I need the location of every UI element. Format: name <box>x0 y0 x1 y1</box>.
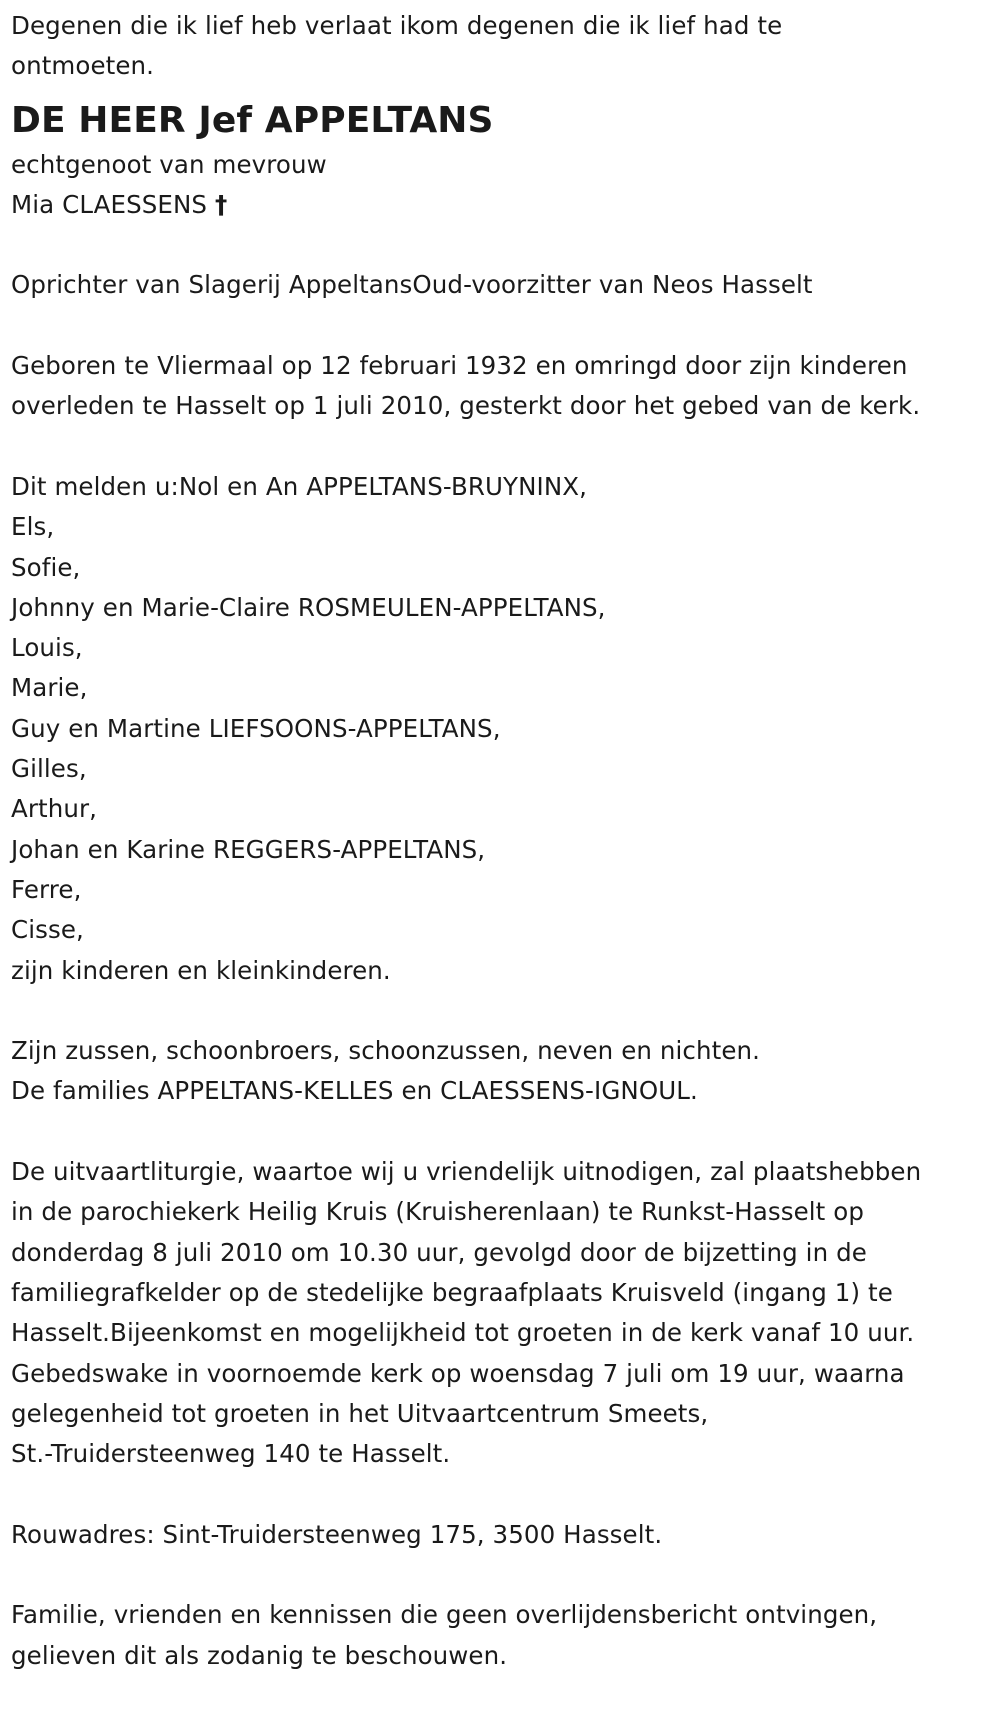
family-item: Els, <box>11 512 55 542</box>
funeral-line: donderdag 8 juli 2010 om 10.30 uur, gevolgd door de bijzetting in de <box>11 1237 867 1267</box>
motto-line: ontmoeten. <box>11 51 155 81</box>
relatives-line: Zijn zussen, schoonbroers, schoonzussen, neven en nichten. <box>11 1036 761 1066</box>
spacer <box>11 1474 1000 1514</box>
family-item: zijn kinderen en kleinkinderen. <box>11 955 391 985</box>
funeral-line: Gebedswake in voornoemde kerk op woensdag 7 juli om 19 uur, waarna <box>11 1358 905 1388</box>
funeral-line: familiegrafkelder op de stedelijke begraafplaats Kruisveld (ingang 1) te <box>11 1277 893 1307</box>
family-list <box>11 467 1000 991</box>
closing-line: gelieven dit als zodanig te beschouwen. <box>11 1640 508 1670</box>
spouse-name: Mia CLAESSENS <box>11 189 208 219</box>
funeral-line: St.-Truidersteenweg 140 te Hasselt. <box>11 1439 451 1469</box>
closing-line: Familie, vrienden en kennissen die geen overlijdensbericht ontvingen, <box>11 1600 878 1630</box>
spacer <box>11 991 1000 1031</box>
spacer <box>11 1112 1000 1152</box>
family-item: Ferre, <box>11 874 82 904</box>
spacer <box>11 427 1000 467</box>
spouse-block <box>11 145 1000 226</box>
spacer <box>11 1555 1000 1595</box>
closing-block <box>11 1595 1000 1676</box>
family-item: Marie, <box>11 673 88 703</box>
role-line: Oprichter van Slagerij AppeltansOud-voorzitter van Neos Hasselt <box>11 270 813 300</box>
relatives-block <box>11 1031 1000 1112</box>
family-item: Arthur, <box>11 794 98 824</box>
motto <box>11 6 1000 87</box>
funeral-line: in de parochiekerk Heilig Kruis (Kruisherenlaan) te Runkst-Hasselt op <box>11 1197 864 1227</box>
death-line: overleden te Hasselt op 1 juli 2010, gesterkt door het gebed van de kerk. <box>11 391 921 421</box>
spacer <box>11 225 1000 265</box>
funeral-line: De uitvaartliturgie, waartoe wij u vriendelijk uitnodigen, zal plaatshebben <box>11 1157 922 1187</box>
family-item: Sofie, <box>11 552 81 582</box>
deceased-title: DE HEER Jef APPELTANS <box>11 99 494 141</box>
family-item: Johan en Karine REGGERS-APPELTANS, <box>11 834 486 864</box>
mourning-address: Rouwadres: Sint-Truidersteenweg 175, 3500 Hasselt. <box>11 1519 663 1549</box>
family-item: Dit melden u:Nol en An APPELTANS-BRUYNINX, <box>11 471 588 501</box>
cross-icon: † <box>214 189 228 219</box>
family-item: Louis, <box>11 633 83 663</box>
family-item: Cisse, <box>11 915 84 945</box>
birth-death-block <box>11 346 1000 427</box>
spouse-line: echtgenoot van mevrouw <box>11 149 327 179</box>
funeral-line: Hasselt.Bijeenkomst en mogelijkheid tot groeten in de kerk vanaf 10 uur. <box>11 1318 915 1348</box>
family-item: Johnny en Marie-Claire ROSMEULEN-APPELTANS, <box>11 592 606 622</box>
spacer <box>11 306 1000 346</box>
funeral-block <box>11 1152 1000 1474</box>
relatives-line: De families APPELTANS-KELLES en CLAESSENS-IGNOUL. <box>11 1076 698 1106</box>
family-item: Guy en Martine LIEFSOONS-APPELTANS, <box>11 713 501 743</box>
spouse-name-line <box>11 185 1000 225</box>
motto-line: Degenen die ik lief heb verlaat ikom degenen die ik lief had te <box>11 11 783 40</box>
birth-line: Geboren te Vliermaal op 12 februari 1932 en omringd door zijn kinderen <box>11 351 908 381</box>
funeral-line: gelegenheid tot groeten in het Uitvaartcentrum Smeets, <box>11 1398 709 1428</box>
family-item: Gilles, <box>11 754 87 784</box>
